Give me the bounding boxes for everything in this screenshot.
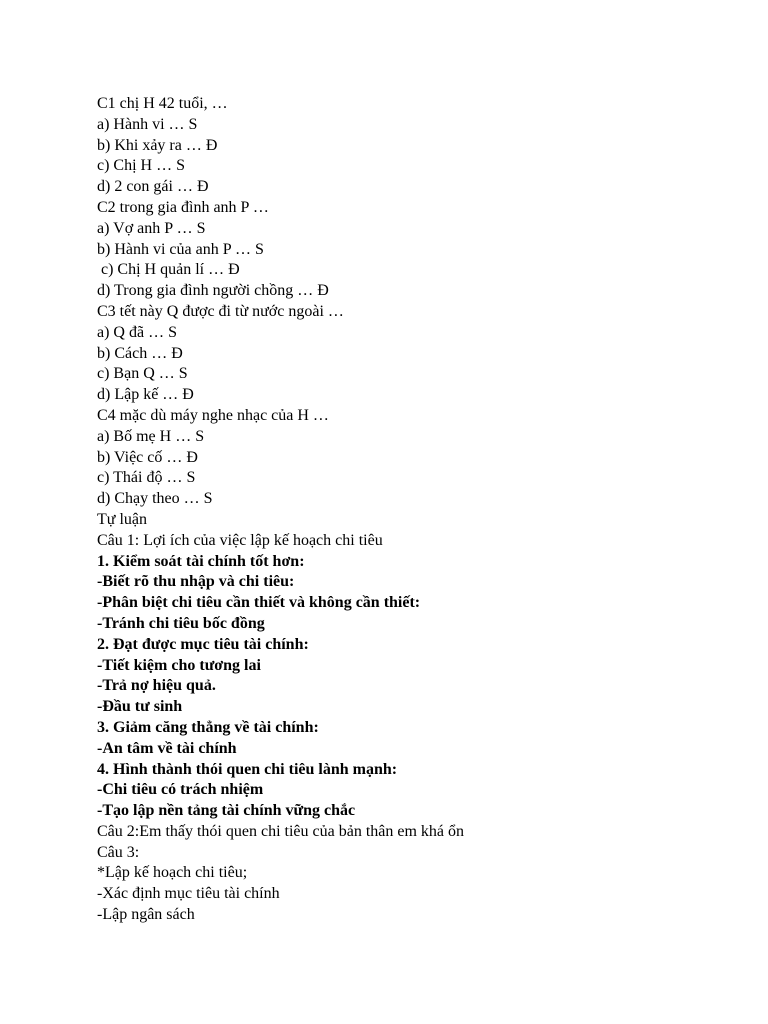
- document-line: a) Vợ anh P … S: [97, 219, 206, 237]
- document-line: -Biết rõ thu nhập và chi tiêu:: [97, 573, 295, 591]
- document-line: a) Q đã … S: [97, 323, 177, 341]
- document-line: d) Trong gia đình người chồng … Đ: [97, 282, 329, 300]
- document-line: Câu 3:: [97, 843, 140, 861]
- document-line: *Lập kế hoạch chi tiêu;: [97, 864, 248, 882]
- document-line: -Xác định mục tiêu tài chính: [97, 885, 280, 903]
- document-line: C2 trong gia đình anh P …: [97, 198, 269, 216]
- document-line: 1. Kiểm soát tài chính tốt hơn:: [97, 552, 305, 570]
- document-line: -Trả nợ hiệu quả.: [97, 677, 216, 695]
- document-line: -Tránh chi tiêu bốc đồng: [97, 614, 265, 632]
- document-line: b) Cách … Đ: [97, 344, 183, 362]
- document-line: b) Khi xảy ra … Đ: [97, 136, 218, 154]
- document-line: c) Bạn Q … S: [97, 365, 188, 383]
- document-line: -Phân biệt chi tiêu cần thiết và không cần thiết:: [97, 594, 421, 612]
- document-line: Câu 1: Lợi ích của việc lập kế hoạch chi tiêu: [97, 531, 383, 549]
- document-line: -An tâm về tài chính: [97, 739, 237, 757]
- document-line: c) Chị H quản lí … Đ: [97, 261, 240, 279]
- document-line: -Tạo lập nền tảng tài chính vững chắc: [97, 802, 356, 820]
- document-line: c) Thái độ … S: [97, 469, 196, 487]
- document-line: c) Chị H … S: [97, 157, 185, 175]
- document-line: a) Bố mẹ H … S: [97, 427, 205, 445]
- document-line: -Lập ngân sách: [97, 906, 195, 924]
- document-line: a) Hành vi … S: [97, 115, 198, 133]
- document-page: [97, 94, 737, 926]
- document-line: d) 2 con gái … Đ: [97, 178, 209, 196]
- document-line: -Đầu tư sinh: [97, 698, 183, 716]
- document-line: Câu 2:Em thấy thói quen chi tiêu của bản thân em khá ổn: [97, 822, 465, 840]
- document-line: b) Hành vi của anh P … S: [97, 240, 264, 258]
- document-line: 2. Đạt được mục tiêu tài chính:: [97, 635, 309, 653]
- document-line: b) Việc cố … Đ: [97, 448, 198, 466]
- document-line: 4. Hình thành thói quen chi tiêu lành mạnh:: [97, 760, 398, 778]
- document-line: -Tiết kiệm cho tương lai: [97, 656, 261, 674]
- document-line: 3. Giảm căng thẳng về tài chính:: [97, 718, 319, 736]
- document-line: Tự luận: [97, 510, 147, 528]
- document-line: C1 chị H 42 tuổi, …: [97, 95, 228, 112]
- document-line: C3 tết này Q được đi từ nước ngoài …: [97, 302, 344, 320]
- document-line: -Chi tiêu có trách nhiệm: [97, 781, 264, 799]
- document-line: d) Chạy theo … S: [97, 490, 213, 508]
- document-line: d) Lập kế … Đ: [97, 386, 194, 404]
- document-line: C4 mặc dù máy nghe nhạc của H …: [97, 406, 329, 424]
